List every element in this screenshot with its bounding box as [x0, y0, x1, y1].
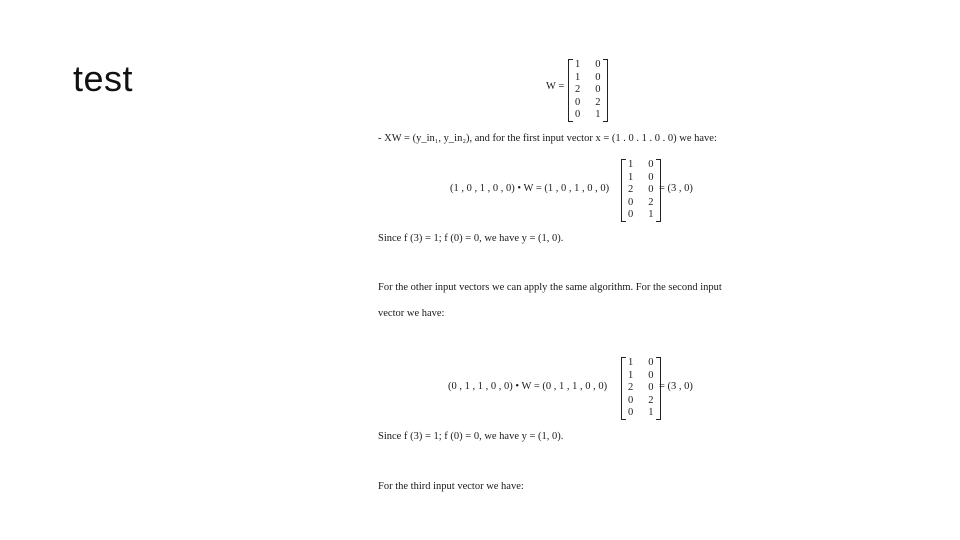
matrix-cell: 0 — [648, 369, 654, 381]
matrix-cell: 0 — [628, 394, 634, 406]
matrix-w — [568, 59, 608, 122]
matrix-cell: 0 — [575, 109, 581, 120]
equation-1-matrix — [621, 159, 661, 222]
equation-2-matrix-table — [625, 357, 657, 420]
matrix-w-label: W = — [546, 81, 565, 92]
matrix-cell: 0 — [595, 84, 601, 95]
equation-2-lhs: (0 , 1 , 1 , 0 , 0) • W = (0 , 1 , 1 , 0 , 0) — [448, 381, 608, 392]
since-line-1: Since f (3) = 1; f (0) = 0, we have y = (1, 0). — [378, 233, 564, 244]
matrix-cell: 1 — [648, 407, 654, 418]
matrix-cell: 0 — [595, 59, 601, 70]
matrix-cell: 1 — [575, 59, 581, 70]
matrix-cell: 1 — [575, 71, 581, 83]
matrix-cell: 1 — [628, 171, 634, 183]
matrix-cell: 2 — [628, 184, 634, 195]
matrix-cell: 0 — [648, 159, 654, 170]
matrix-w-table — [572, 59, 604, 122]
third-vector-line: For the third input vector we have: — [378, 481, 524, 492]
matrix-cell: 2 — [628, 382, 634, 393]
matrix-cell: 1 — [595, 109, 601, 120]
matrix-cell: 1 — [628, 159, 634, 170]
document-scan — [378, 55, 768, 505]
other-vectors-line: For the other input vectors we can apply the same algorithm. For the second input — [378, 282, 722, 293]
matrix-cell: 2 — [648, 196, 654, 208]
equation-1-lhs: (1 , 0 , 1 , 0 , 0) • W = (1 , 0 , 1 , 0 , 0) — [450, 183, 610, 194]
equation-2-rhs: = (3 , 0) — [659, 381, 693, 392]
matrix-cell: 0 — [628, 209, 634, 220]
matrix-cell: 1 — [628, 357, 634, 368]
xw-line: - XW = (y_in₁, y_in₂), and for the first input vector x = (1 . 0 . 1 . 0 . 0) we have: — [378, 133, 717, 144]
matrix-cell: 0 — [648, 357, 654, 368]
matrix-cell: 0 — [648, 184, 654, 195]
matrix-cell: 2 — [595, 96, 601, 108]
since-line-2: Since f (3) = 1; f (0) = 0, we have y = (1, 0). — [378, 431, 564, 442]
equation-1-rhs: = (3 , 0) — [659, 183, 693, 194]
matrix-cell: 0 — [648, 382, 654, 393]
matrix-cell: 1 — [648, 209, 654, 220]
equation-2-matrix — [621, 357, 661, 420]
matrix-cell: 0 — [648, 171, 654, 183]
matrix-cell: 0 — [595, 71, 601, 83]
matrix-cell: 2 — [648, 394, 654, 406]
vector-we-have-line: vector we have: — [378, 308, 445, 319]
equation-1-matrix-table — [625, 159, 657, 222]
matrix-cell: 1 — [628, 369, 634, 381]
matrix-cell: 0 — [628, 407, 634, 418]
matrix-cell: 2 — [575, 84, 581, 95]
slide-title: test — [73, 58, 134, 99]
matrix-cell: 0 — [575, 96, 581, 108]
matrix-cell: 0 — [628, 196, 634, 208]
